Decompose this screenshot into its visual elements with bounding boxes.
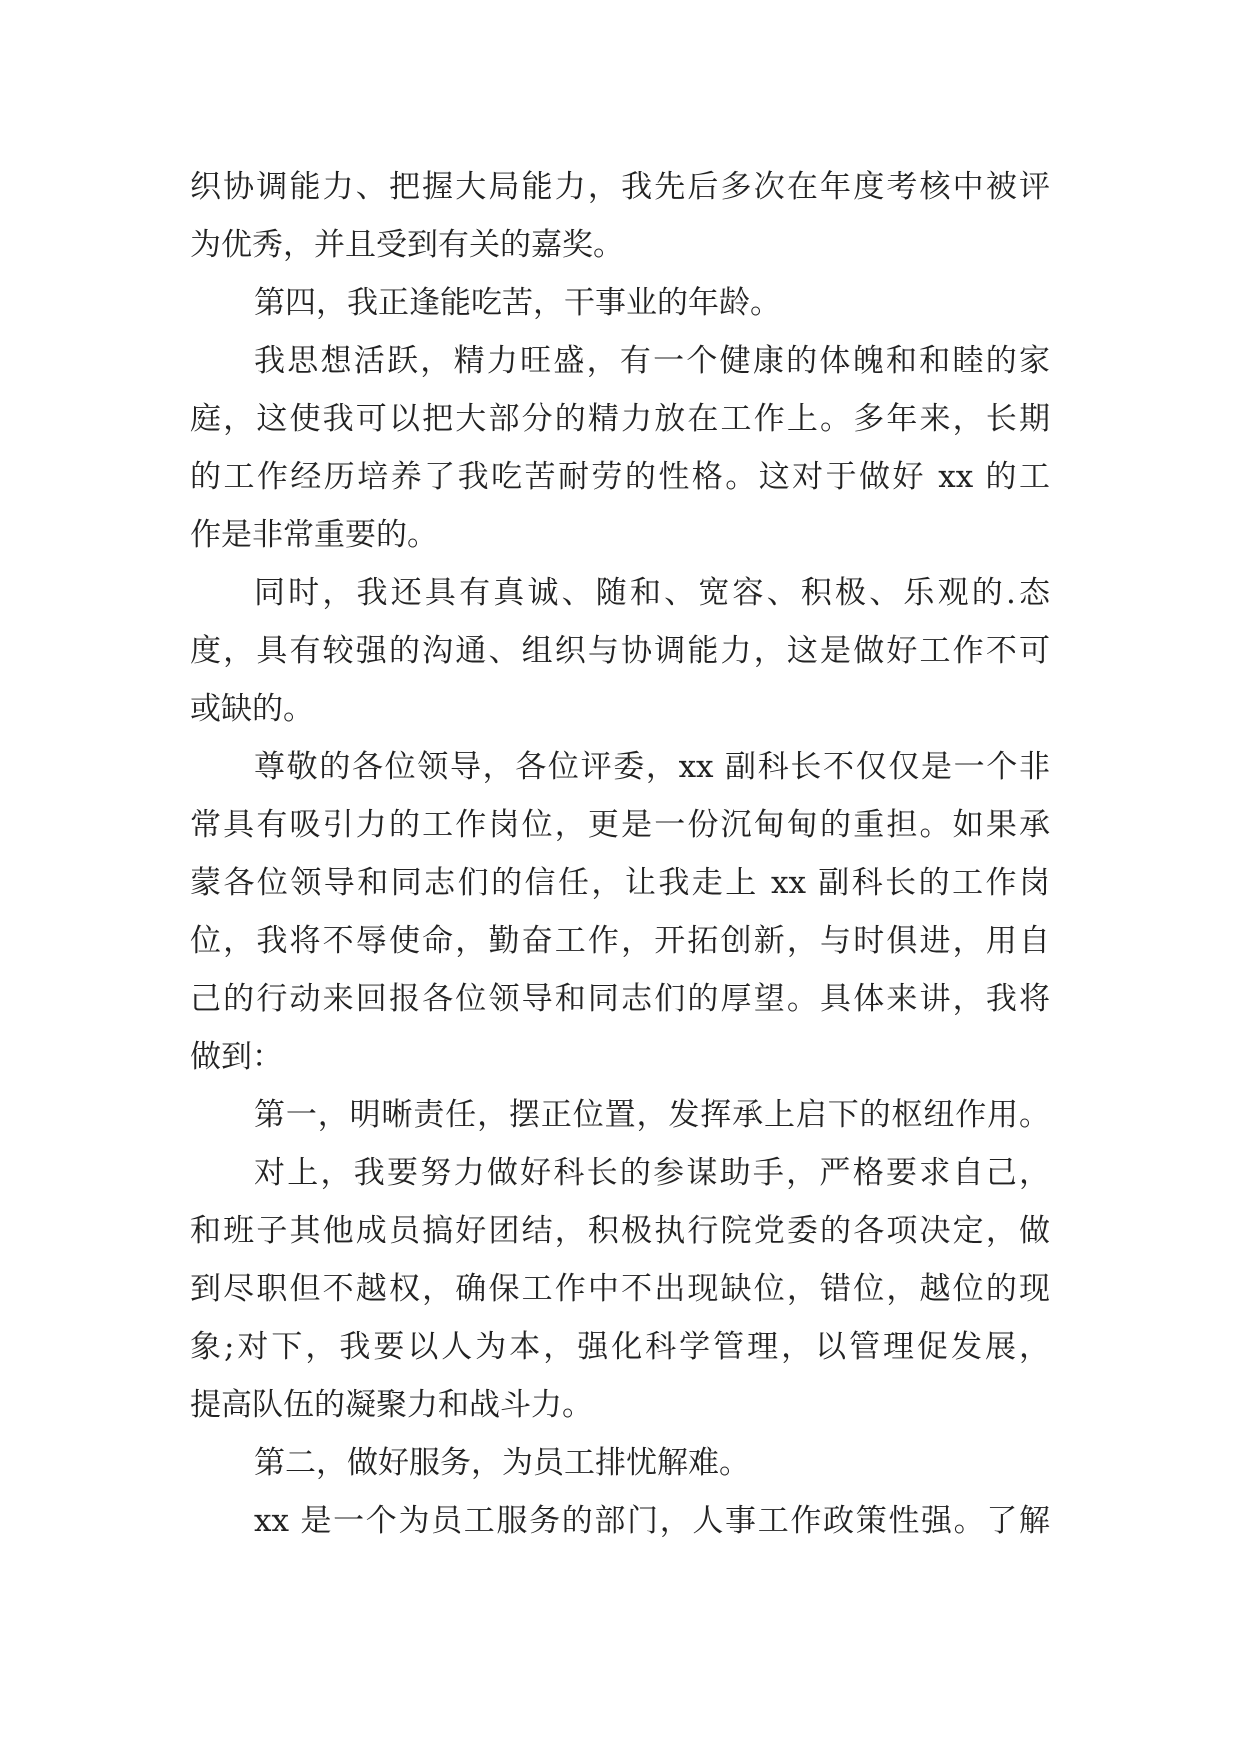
text-line: 到尽职但不越权，确保工作中不出现缺位，错位，越位的现	[190, 1271, 1050, 1307]
document-body	[190, 158, 1050, 1550]
text-line: 尊敬的各位领导，各位评委，xx 副科长不仅仅是一个非	[254, 749, 1050, 785]
text-line: 同时，我还具有真诚、随和、宽容、积极、乐观的.态	[254, 575, 1050, 611]
text-line: 织协调能力、把握大局能力，我先后多次在年度考核中被评	[190, 169, 1050, 205]
text-line: 和班子其他成员搞好团结，积极执行院党委的各项决定，做	[190, 1213, 1050, 1249]
text-line: 或缺的。	[190, 691, 314, 727]
text-line: 度，具有较强的沟通、组织与协调能力，这是做好工作不可	[190, 633, 1050, 669]
text-line: 庭，这使我可以把大部分的精力放在工作上。多年来，长期	[190, 401, 1050, 437]
text-line: 蒙各位领导和同志们的信任，让我走上 xx 副科长的工作岗	[190, 865, 1050, 901]
text-line: 象;对下，我要以人为本，强化科学管理，以管理促发展，	[190, 1329, 1050, 1365]
text-line: 为优秀，并且受到有关的嘉奖。	[190, 227, 624, 263]
text-line: 作是非常重要的。	[190, 517, 438, 553]
text-line: 对上，我要努力做好科长的参谋助手，严格要求自己，	[254, 1155, 1050, 1191]
text-line: 提高队伍的凝聚力和战斗力。	[190, 1387, 593, 1423]
text-line: 做到：	[190, 1039, 283, 1075]
text-line: 位，我将不辱使命，勤奋工作，开拓创新，与时俱进，用自	[190, 923, 1050, 959]
text-line: xx 是一个为员工服务的部门，人事工作政策性强。了解	[254, 1503, 1050, 1539]
text-line: 第二，做好服务，为员工排忧解难。	[254, 1445, 750, 1481]
text-line: 己的行动来回报各位领导和同志们的厚望。具体来讲，我将	[190, 981, 1050, 1017]
text-line: 我思想活跃，精力旺盛，有一个健康的体魄和和睦的家	[254, 343, 1050, 379]
text-line: 第四，我正逢能吃苦，干事业的年龄。	[254, 285, 781, 321]
text-line: 常具有吸引力的工作岗位，更是一份沉甸甸的重担。如果承	[190, 807, 1050, 843]
text-line: 第一，明晰责任，摆正位置，发挥承上启下的枢纽作用。	[254, 1097, 1050, 1133]
text-line: 的工作经历培养了我吃苦耐劳的性格。这对于做好 xx 的工	[190, 459, 1050, 495]
